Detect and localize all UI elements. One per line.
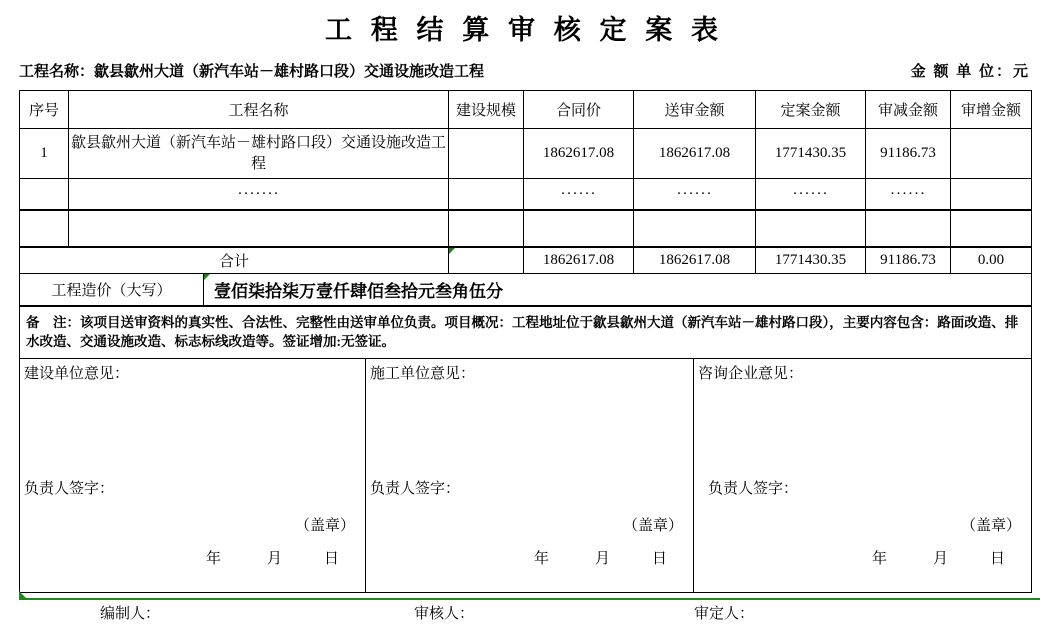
amount-in-words-row [20,274,1031,307]
year-label: 年 [205,551,221,567]
seal-label: （盖章） [622,518,683,534]
month-label: 月 [594,551,610,567]
seal-label: （盖章） [960,518,1021,534]
month-label: 月 [266,551,282,567]
day-label: 日 [989,551,1005,567]
project-name-line: 工程名称：歙县歙州大道（新汽车站－雄村路口段）交通设施改造工程 [19,64,485,80]
cell-reduced-amount: 91186.73 [866,129,951,178]
opinion-title: 建设单位意见： [24,366,130,382]
amount-in-words-value-cell [204,274,1031,305]
signature-label: 负责人签字： [708,481,799,497]
col-header-increased-amount: 审增金额 [960,103,1021,119]
total-row [20,248,1031,274]
approver-label: 审定人： [694,606,755,622]
cell-error-indicator [204,274,210,280]
table-row [20,211,1031,248]
signature-label: 负责人签字： [24,481,115,497]
opinion-title: 施工单位意见： [370,366,476,382]
total-label-cell: 合计 [20,248,449,273]
cell-increased-amount [951,211,1031,246]
remark-row [20,307,1031,359]
opinion-box-construction-unit [20,359,366,592]
remark-text: 备 注：该项目送审资料的真实性、合法性、完整性由送审单位负责。项目概况：工程地址位于歙县歙州大道（新汽车站－雄村路口段），主要内容包含：路面改造、排水改造、交通设施改造、标志标线改造等。签证增加:无签证。 [26,315,1019,349]
reviewer-label: 审核人： [414,606,475,622]
total-contract-price: 1862617.08 [524,248,634,273]
total-submitted-amount: 1862617.08 [634,248,756,273]
cell-contract-price: ······ [524,179,634,209]
table-row [20,179,1031,211]
year-label: 年 [533,551,549,567]
main-table [19,90,1032,593]
cell-confirmed-amount: ······ [756,179,866,209]
amount-unit-label: 金 额 单 位：元 [910,64,1030,80]
cell-increased-amount [951,129,1031,178]
cell-seq [20,179,69,209]
subheader [19,60,1032,82]
cell-project-name: 歙县歙州大道（新汽车站－雄村路口段）交通设施改造工程 [69,129,449,178]
opinion-box-contractor-unit [366,359,694,592]
total-scale-cell [449,248,524,273]
amount-in-words-value: 壹佰柒拾柒万壹仟肆佰叁拾元叁角伍分 [214,282,503,301]
col-header-scale: 建设规模 [449,91,524,128]
cell-increased-amount [951,179,1031,209]
cell-contract-price: 1862617.08 [524,129,634,178]
seal-label: （盖章） [294,518,355,534]
opinion-title: 咨询企业意见： [698,366,804,382]
preparer-label: 编制人： [100,606,161,622]
cell-contract-price [524,211,634,246]
cell-error-indicator [449,248,455,254]
month-label: 月 [932,551,948,567]
cell-scale [449,179,524,209]
opinion-box-consulting-enterprise [694,359,1031,592]
date-line [872,547,1005,568]
amount-in-words-label: 工程造价（大写） [20,274,204,305]
col-header-submitted-amount: 送审金额 [634,91,756,128]
opinions-row [20,359,1031,592]
col-header-project-name: 工程名称 [69,91,449,128]
table-header-row [20,91,1031,129]
cell-seq [20,211,69,246]
date-line [534,547,667,568]
signature-label: 负责人签字： [370,481,461,497]
cell-confirmed-amount [756,211,866,246]
cell-scale [449,129,524,178]
cell-reduced-amount: ······ [866,179,951,209]
cell-project-name: ······· [69,179,449,209]
cell-submitted-amount: 1862617.08 [634,129,756,178]
day-label: 日 [323,551,339,567]
col-header-seq: 序号 [20,91,69,128]
page-title: 工 程 结 算 审 核 定 案 表 [325,15,724,45]
col-header-confirmed-amount: 定案金额 [756,91,866,128]
footer-signers [0,602,1049,624]
col-header-reduced-amount: 审减金额 [866,91,951,128]
cell-submitted-amount [634,211,756,246]
page-break-line [19,598,1040,600]
date-line [206,547,339,568]
year-label: 年 [871,551,887,567]
total-reduced-amount: 91186.73 [866,248,951,273]
cell-reduced-amount [866,211,951,246]
cell-project-name [69,211,449,246]
col-header-contract-price: 合同价 [524,91,634,128]
cell-confirmed-amount: 1771430.35 [756,129,866,178]
page-break-marker-icon [19,591,28,600]
cell-scale [449,211,524,246]
cell-submitted-amount: ······ [634,179,756,209]
day-label: 日 [651,551,667,567]
total-increased-amount: 0.00 [977,252,1005,268]
cell-seq: 1 [20,129,69,178]
table-row [20,129,1031,179]
total-confirmed-amount: 1771430.35 [756,248,866,273]
